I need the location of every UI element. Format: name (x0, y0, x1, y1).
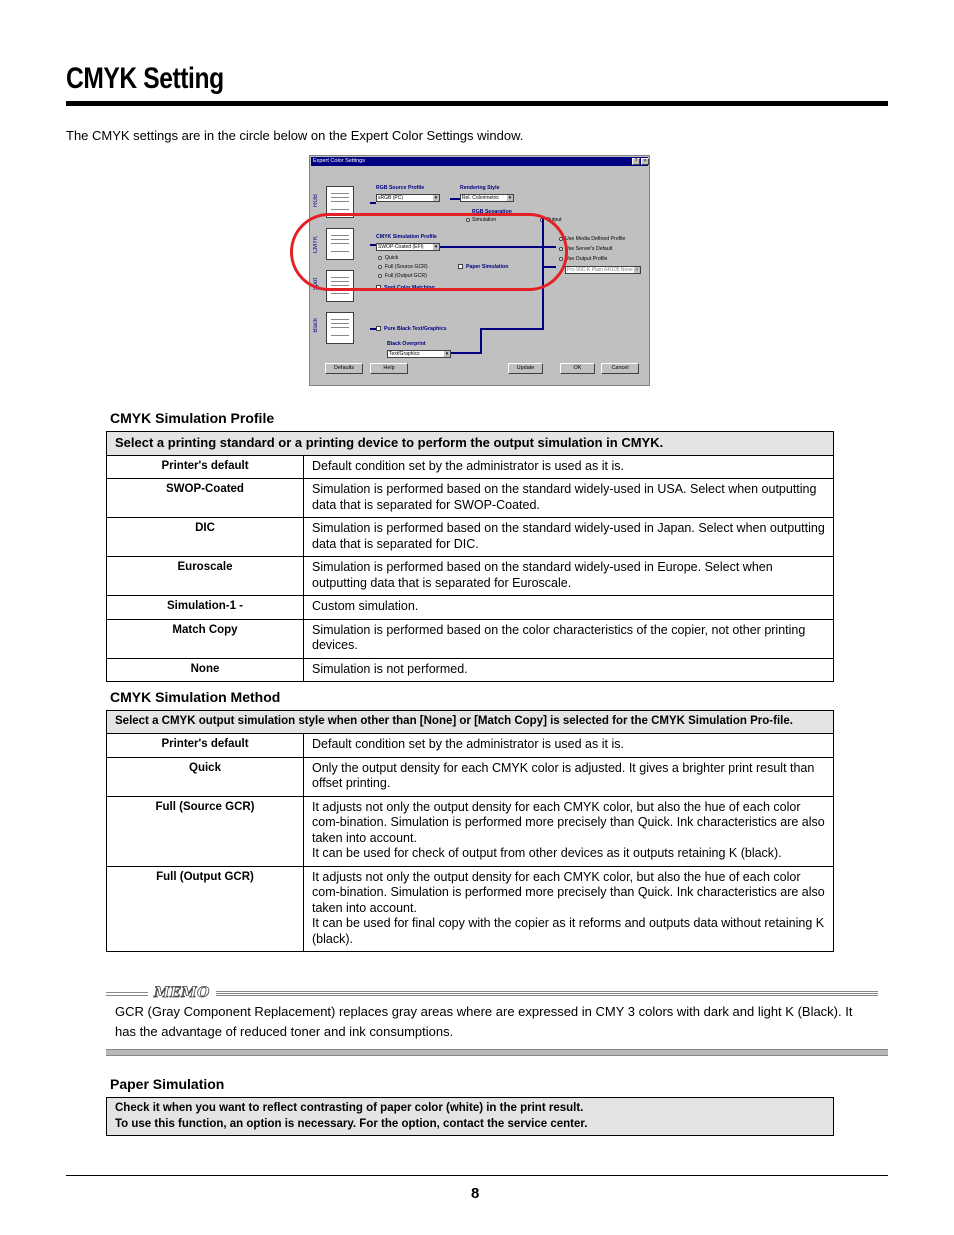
flow-arrow (480, 328, 482, 354)
paper-sim-heading: Paper Simulation (110, 1076, 225, 1092)
output-label: Output (546, 217, 562, 223)
black-document-icon (326, 312, 354, 344)
sim-method-value-line: Only the output density for each CMYK color is adjusted. It gives a brighter print result than offset printing. (312, 760, 815, 790)
flow-arrow (370, 202, 376, 204)
sim-profile-value-line: Simulation is performed based on the color characteristics of the copier, not other printing devices. (312, 622, 806, 652)
cancel-button[interactable]: Cancel (601, 363, 639, 374)
highlight-circle (290, 213, 568, 291)
sim-method-value (304, 866, 834, 952)
sim-profile-row (107, 619, 834, 658)
intro-text: The CMYK settings are in the circle below on the Expert Color Settings window. (66, 128, 524, 143)
defaults-button[interactable]: Defaults (325, 363, 363, 374)
sim-profile-value-line: Custom simulation. (312, 599, 419, 613)
sim-profile-key: Match Copy (107, 619, 304, 658)
side-label-spot: Spot (313, 278, 319, 291)
use-media-profile-label: Use Media Defined Profile (565, 236, 626, 242)
sim-method-heading: CMYK Simulation Method (110, 689, 281, 705)
memo-text: GCR (Gray Component Replacement) replaces gray areas where are expressed in CMY 3 colors with dark and light K (Black). It has the advantage of reduced toner and ink consumptions. (115, 1004, 853, 1039)
sim-profile-value-line: Default condition set by the administrator is used as it is. (312, 458, 624, 473)
sim-method-row (107, 757, 834, 796)
sim-profile-key: DIC (107, 518, 304, 557)
sim-method-key: Quick (107, 757, 304, 796)
flow-arrow (451, 352, 481, 354)
sim-profile-row (107, 455, 834, 479)
sim-profile-row (107, 596, 834, 620)
sim-method-row (107, 734, 834, 758)
black-overprint-label: Black Overprint (387, 341, 426, 347)
sim-profile-value (304, 596, 834, 620)
title-rule (66, 101, 888, 106)
paper-sim-line-1: Check it when you want to reflect contrasting of paper color (white) in the print result. (115, 1102, 584, 1114)
rgb-separation-label: RGB Separation (472, 209, 512, 215)
paper-sim-line-2: To use this function, an option is necessary. For the option, contact the service center. (115, 1118, 588, 1130)
sim-method-value (304, 757, 834, 796)
rgb-source-profile-label: RGB Source Profile (376, 185, 425, 191)
side-label-cmyk: CMYK (313, 236, 319, 254)
side-label-black: Black (313, 318, 319, 333)
memo-label: MEMO (154, 985, 210, 1001)
sim-method-table (106, 710, 834, 952)
sim-method-value-line: It can be used for final copy with the copier as it reforms and outputs data without retaining K (black). (312, 916, 825, 946)
flow-arrow (370, 328, 376, 330)
sim-profile-key: None (107, 658, 304, 682)
sim-method-row (107, 796, 834, 866)
sim-profile-value (304, 658, 834, 682)
black-overprint-select[interactable]: Text/Graphics ▾ (387, 350, 451, 358)
paper-sim-box (106, 1097, 834, 1136)
sim-profile-row (107, 658, 834, 682)
sim-profile-key: Printer's default (107, 455, 304, 479)
sim-method-value-line: It adjusts not only the output density for each CMYK color, but also the hue of each color com-bination. Simulation is performed more precisely than Quick. Ink characteristics are also taken into account. (312, 799, 825, 845)
memo-top-rule (106, 989, 888, 999)
sim-profile-value (304, 518, 834, 557)
flow-arrow (450, 198, 460, 200)
sim-method-key: Full (Source GCR) (107, 796, 304, 866)
sim-profile-row (107, 518, 834, 557)
sim-method-value (304, 796, 834, 866)
spot-color-matching-label: Spot Color Matching (384, 285, 435, 291)
sim-profile-value (304, 619, 834, 658)
ok-button[interactable]: OK (560, 363, 595, 374)
window-titlebar (311, 157, 648, 166)
sim-profile-key: Simulation-1 - (107, 596, 304, 620)
sim-profile-key: SWOP-Coated (107, 479, 304, 518)
footer-rule (66, 1175, 888, 1176)
sim-profile-table (106, 431, 834, 682)
sim-profile-value-line: Simulation is performed based on the standard widely-used in Europe. Select when outputting data that is separated for Euroscale. (312, 560, 773, 590)
sim-profile-row (107, 557, 834, 596)
close-icon[interactable]: × (641, 158, 649, 165)
output-profile-select[interactable]: Pro 90C-K Plain 64/105 None ▾ (565, 266, 641, 274)
sim-profile-heading: CMYK Simulation Profile (110, 410, 275, 426)
help-button[interactable]: Help (370, 363, 408, 374)
rendering-style-select[interactable]: Rel. Colorimetric ▾ (460, 194, 514, 202)
sim-profile-description: Select a printing standard or a printing device to perform the output simulation in CMYK. (107, 432, 834, 456)
sim-method-value-line: It can be used for check of output from other devices as it outputs retaining K (black). (312, 846, 782, 860)
use-server-default-label: Use Server's Default (565, 246, 613, 252)
sim-method-description: Select a CMYK output simulation style when other than [None] or [Match Copy] is selected for the CMYK Simulation Pro-file. (107, 711, 834, 734)
sim-profile-value-line: Simulation is performed based on the standard widely-used in Japan. Select when outputting data that is separated for DIC. (312, 521, 825, 551)
sim-profile-value-line: Simulation is performed based on the standard widely-used in USA. Select when outputting data that is separated for SWOP-Coated. (312, 482, 817, 512)
simulation-label: Simulation (472, 217, 497, 223)
update-button[interactable]: Update (508, 363, 543, 374)
sim-profile-key: Euroscale (107, 557, 304, 596)
quick-label: Quick (385, 255, 399, 261)
use-output-profile-label: Use Output Profile (565, 256, 608, 262)
flow-arrow (480, 328, 544, 330)
sim-profile-value (304, 557, 834, 596)
window-title: Expert Color Settings (313, 158, 365, 164)
cmyk-simulation-profile-label: CMYK Simulation Profile (376, 234, 437, 240)
memo-bottom-rule (106, 1049, 888, 1056)
sim-profile-value (304, 455, 834, 479)
help-icon[interactable]: ? (632, 158, 640, 165)
side-label-rgb: RGB (313, 194, 319, 208)
sim-method-value-line: It adjusts not only the output density for each CMYK color, but also the hue of each color com-bination. Simulation is performed more precisely than Quick. Ink characteristics are also taken into account. (312, 869, 825, 915)
pure-black-label: Pure Black Text/Graphics (384, 326, 447, 332)
full-source-gcr-label: Full (Source GCR) (385, 264, 428, 270)
sim-method-value (304, 734, 834, 758)
sim-profile-value (304, 479, 834, 518)
sim-profile-value-line: Simulation is not performed. (312, 661, 468, 676)
cmyk-simulation-profile-select[interactable]: SWOP-Coated (EFI) ▾ (376, 243, 440, 251)
rgb-source-profile-select[interactable]: sRGB (PC) ▾ (376, 194, 440, 202)
paper-simulation-label: Paper Simulation (466, 264, 509, 270)
sim-method-value-line: Default condition set by the administrator is used as it is. (312, 737, 624, 751)
sim-method-row (107, 866, 834, 952)
rendering-style-label: Rendering Style (460, 185, 500, 191)
page-title: CMYK Setting (66, 62, 224, 95)
sim-method-key: Full (Output GCR) (107, 866, 304, 952)
page-number: 8 (471, 1185, 480, 1202)
sim-profile-row (107, 479, 834, 518)
pure-black-checkbox[interactable] (376, 326, 381, 331)
sim-method-key: Printer's default (107, 734, 304, 758)
full-output-gcr-label: Full (Output GCR) (385, 273, 427, 279)
